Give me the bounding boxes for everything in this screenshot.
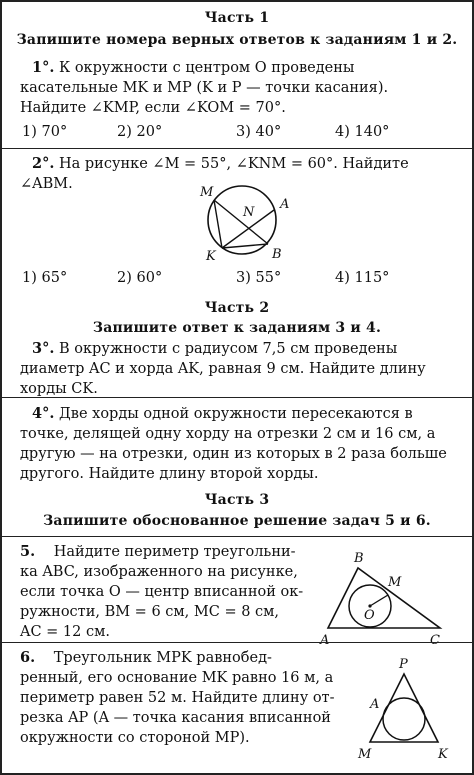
task2-option-3: 3) 55° — [236, 270, 282, 286]
task5-label-b: B — [354, 551, 364, 566]
task4-number: 4°. — [32, 405, 55, 422]
task6-line-4: резка AP (A — точка касания вписанной — [20, 710, 331, 726]
task5-line-1: Найдите периметр треугольни- — [53, 544, 296, 560]
task3 — [20, 339, 454, 399]
task2-label-k: K — [206, 249, 216, 264]
task6-figure — [356, 654, 456, 766]
divider — [2, 642, 472, 643]
task5-number: 5. — [20, 543, 36, 560]
task5-figure — [314, 548, 470, 648]
task2-figure — [192, 178, 302, 268]
task2-label-b: B — [272, 247, 282, 262]
task6-line-3: периметр равен 52 м. Найдите длину от- — [20, 690, 335, 706]
task6-label-a: A — [370, 697, 380, 712]
task2-option-2: 2) 60° — [117, 270, 163, 286]
task5-label-m: M — [388, 575, 402, 590]
task3-number: 3°. — [32, 340, 55, 357]
task6-label-k: K — [438, 747, 448, 762]
task6-line-5: окружности со стороной MP). — [20, 730, 250, 746]
task2-option-4: 4) 115° — [335, 270, 390, 286]
part3-instruction: Запишите обоснованное решение задач 5 и 6. — [43, 513, 431, 529]
task5-label-a: A — [320, 633, 330, 648]
task2-number: 2°. — [32, 155, 55, 172]
task1-option-3: 3) 40° — [236, 124, 282, 140]
task5-label-c: C — [430, 633, 440, 648]
task1-option-2: 2) 20° — [117, 124, 163, 140]
part2-instruction: Запишите ответ к заданиям 3 и 4. — [92, 320, 382, 336]
task1-text: К окружности с центром O проведены касательные MK и MP (K и P — точки касания). Найдите ∠KMP, если ∠KOM = 70°. — [20, 60, 389, 116]
task1-option-4: 4) 140° — [335, 124, 390, 140]
task5-line-4: ружности, BM = 6 см, MC = 8 см, — [20, 604, 280, 620]
task2-label-a: A — [280, 197, 290, 212]
part1-instruction: Запишите номера верных ответов к заданиям 1 и 2. — [16, 32, 458, 48]
task1-number: 1°. — [32, 59, 55, 76]
task2-label-m: M — [200, 185, 214, 200]
part3-title: Часть 3 — [204, 492, 270, 508]
task5-label-o: O — [364, 608, 375, 623]
part1-title: Часть 1 — [204, 10, 270, 26]
task6-label-p: P — [399, 657, 408, 672]
task6-number: 6. — [20, 649, 36, 666]
task3-text: В окружности с радиусом 7,5 см проведены диаметр AC и хорда AK, равная 9 см. Найдите длину хорды CK. — [20, 341, 426, 397]
task4 — [20, 404, 454, 484]
part2-title: Часть 2 — [204, 300, 270, 316]
task1-options — [22, 122, 462, 142]
divider — [2, 397, 472, 398]
task2-label-n: N — [243, 205, 255, 220]
task6-line-2: ренный, его основание MK равно 16 м, а — [20, 670, 334, 686]
task5-line-5: AC = 12 см. — [20, 624, 111, 640]
task6-label-m: M — [358, 747, 372, 762]
task5-line-3: если точка O — центр вписанной ок- — [20, 584, 304, 600]
task2-options — [22, 268, 462, 288]
divider — [2, 148, 472, 149]
task4-text: Две хорды одной окружности пересекаются в точке, делящей одну хорду на отрезки 2 см и 16 см, а другую — на отрезки, один из которых в 2 раза больше другого. Найдите длину второй хорды. — [20, 406, 447, 482]
divider — [2, 536, 472, 537]
task5-line-2: ка ABC, изображенного на рисунке, — [20, 564, 298, 580]
task2-text: На рисунке ∠M = 55°, ∠KNM = 60°. Найдите ∠ABM. — [20, 156, 409, 192]
task2-option-1: 1) 65° — [22, 270, 68, 286]
task6 — [20, 648, 360, 748]
task5 — [20, 542, 320, 642]
task1-option-1: 1) 70° — [22, 124, 68, 140]
task1 — [20, 58, 454, 118]
task6-line-1: Треугольник MPK равнобед- — [53, 650, 272, 666]
